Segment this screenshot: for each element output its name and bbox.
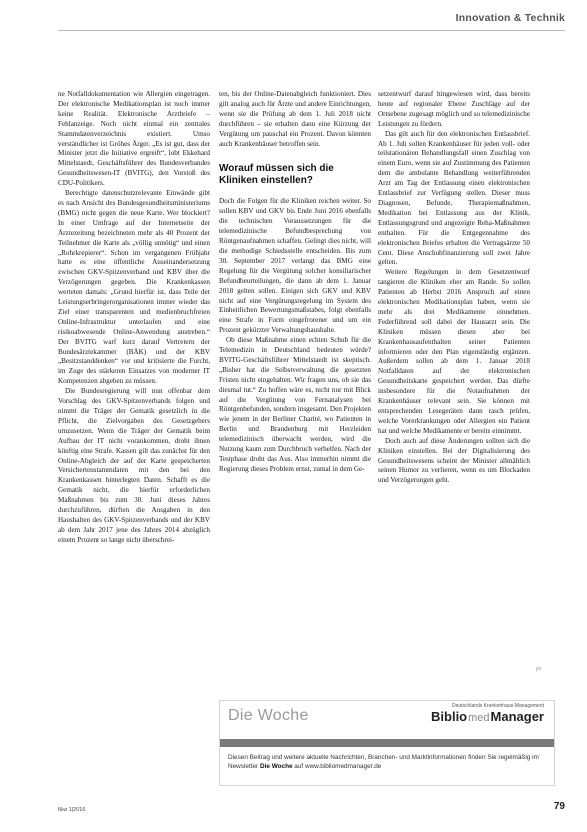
paragraph: Doch die Folgen für die Kliniken reichen weiter. So sollen KBV und GKV bis Ende Juni 2016 ebenfalls die technischen Voraussetzungen für die telemedizinische Befundbesprechung von Röntgenaufnahmen schaffen. Gelingt dies nicht, will die methodige Schiedsstelle entscheiden. Bis zum 30. September 2017 verlangt das BMG eine Regelung für die Vergütung solcher konsiliarischer Befundbeurteilungen, die dann ab dem 1. Januar 2018 gelten sollen. Einigen sich GKV und KBV nicht auf eine Vergütungsregelung im System des Einheitlichen Bewertungsmaßstabes, folgt ebenfalls eine Strafe in Form eingefrorener und um ein Prozent gekürzter Verwaltungshaushalte. bbox=[219, 197, 371, 335]
ad-text-part: Diesen Beitrag und weitere aktuelle Nachrichten, Branchen- und Marktinformationen finden Sie regelmäßig im Newsletter bbox=[228, 754, 539, 770]
logo-tagline: Deutschlands Krankenhaus-Management bbox=[452, 703, 544, 709]
article-column-3 bbox=[378, 90, 530, 486]
bibliomed-manager-logo bbox=[431, 703, 544, 724]
ad-text-part: auf www.bibliomedmanager.de bbox=[292, 763, 382, 770]
article-column-2 bbox=[219, 90, 371, 475]
paragraph: setzentwurf darauf hingewiesen wird, dass bereits heute auf regionaler Ebene Zuschläge auf der Ortsebene zugesagt möglich und so telemedizinische Leistungen zu fördern. bbox=[378, 90, 530, 128]
header-rule bbox=[58, 30, 565, 31]
paragraph: Doch auch auf diese Änderungen sollten sich die Kliniken einstellen. Bei der Digitalisierung des Gesundheitswesens scheint der Minister allmählich seinen Humor zu verlieren, wenn es um Blockaden und Verzögerungen geht. bbox=[378, 436, 530, 485]
ad-text bbox=[228, 753, 546, 771]
ad-title: Die Woche bbox=[228, 707, 309, 724]
newsletter-ad-box[interactable] bbox=[219, 700, 555, 786]
paragraph: Berechtigte datenschutzrelevante Einwände gibt es nach Ansicht des Bundesgesundheitsministeriums (BMG) nicht gegen die neue Karte. Wer blockiert? In einer Umfrage auf der Internetseite der Ärztezeitung bezeichneten mehr als 40 Prozent der Teilnehmer die Karte als „völlig unnötig“ und einen „Rohrkrepierer“. Schon im vergangenen Frühjahr hatte es eine öffentliche Auseinandersetzung zwischen GKV-Spitzenverband und KBV über die Verzögerungen gegeben. Die Krankenkassen werteten damals: „Grund hierfür ist, dass Teile der Leistungserbringerorganisationen immer wieder das Ziel einer transparenten und medienbruchfreien Online-Infrastruktur unterlaufen und eine risikoabwesende Online-Anwendung anstreben.“ Der BVITG warf kurz darauf Vertretern der Bundesärztekammer (BÄK) und der KBV „Besitzstanddenken“ vor und kritisierte die Furcht, im Zuge des stärkeren Einsatzes von moderner IT Kompetenzen abgeben zu müssen. bbox=[58, 189, 210, 386]
ad-band bbox=[220, 739, 554, 747]
subheading: Worauf müssen sich die Kliniken einstellen? bbox=[219, 163, 334, 187]
paragraph: Die Bundesregierung will nun offenbar dem Vorschlag des GKV-Spitzenverbands folgen und nimmt die Träger der Gematik gesetzlich in die Pflicht, die Zielvorgaben des Gesetzgebers umzusetzen. Wenn die Träger der Gematik beim Aufbau der IT nicht vorankommen, droht ihnen künftig eine Strafe. Kassen gilt das zunächst für den Online-Abgleich der auf der Karte gespeicherten Versichertenstammdaten mit den bei den Krankenkassen hinterlegten Daten. Schafft es die Gematik nicht, die hierfür erforderlichen Maßnahmen bis zum 30. Juni dieses Jahres durchzuführen, dürften die Ausgaben in den Haushalten des GKV-Spitzenverbands und der KBV ab dem Jahr 2017 jene des Jahres 2014 abzüglich einem Prozent so lange nicht überschrei- bbox=[58, 387, 210, 544]
logo-part: Biblio bbox=[431, 709, 468, 724]
paragraph: Ob diese Maßnahme einen echten Schub für die Telemedizin in Deutschland bedeuten würde? BVITG-Geschäftsführer Mittelstaedt ist skeptisch. „Bisher hat die Selbstverwaltung die gesetzten Fristen nicht eingehalten. Wir fragen uns, ob sie das diesmal tut.“ Zu hoffen wäre es, nicht nur mit Blick auf die Vergütung von Fernanalysen bei Röntgenbefunden, sondern insgesamt. Den Projekten wie jenem in der Berliner Charité, wo Patienten in Berlin und Brandenburg mit Herzleiden telemedizinisch überwacht werden, wird die Nutzung kaum zum Durchbruch verhelfen. Nach der Testphase droht das Aus. Also immerhin nimmt die Regierung dieses Problem ernst, zumal in dem Ge- bbox=[219, 336, 371, 473]
ad-text-bold: Die Woche bbox=[259, 763, 293, 770]
paragraph: Weitere Regelungen in dem Gesetzentwurf tangieren die Kliniken eher am Rande. So sollen Patienten ab Herbst 2016 Anspruch auf einen elektronischen Medikationsplan haben, wenn sie mehr als drei Medikamente einnehmen. Federführend soll dabei der Hausarzt sein. Die Kliniken müssen diesen aber bei Krankenhausaufenthalten seiner Patienten informieren oder den Plan eigenständig ergänzen. Außerdem sollen ab dem 1. Januar 2018 Notfalldaten auf der elektronischen Gesundheitskarte gespeichert werden. Das dürfte insbesondere für die Notaufnahmen der Krankenhäuser relevant sein. Sie können mit entsprechenden Lesegeräten dann rasch prüfen, welche Vorerkrankungen oder Allergien ein Patient hat und welche Medikamente er bereits einnimmt. bbox=[378, 268, 530, 435]
paragraph: ten, bis der Online-Datenabgleich funktioniert. Dies gilt analog auch für Ärzte und andere Einrichtungen, wenn sie die Prüfung ab dem 1. Juli 2018 nicht durchführen – sie erhalten dann eine Kürzung der Vergütung um pauschal ein Prozent. Davon könnten auch Krankenhäuser betroffen sein. bbox=[219, 90, 371, 148]
paragraph: ne Notfalldokumentation wie Allergien eingetragen. Der elektronische Medikationsplan ist noch immer keine Realität. Elektronische Arztbriefe – Fehlanzeige. Noch nicht einmal ein zentrales Stammdatenverzeichnis existiert. Umso verständlicher ist Gröhes Ärger. „Es ist gut, dass der Minister jetzt die Initiative ergreift“, lobt Ekkehard Mittelstaedt, Geschäftsführer des Bundesverbandes Gesundheitswesen-IT (BVITG), den Vorstoß des CDU-Politikers. bbox=[58, 90, 210, 188]
author-initials: ps bbox=[536, 666, 542, 672]
article-column-1 bbox=[58, 90, 210, 546]
page-number: 79 bbox=[553, 801, 565, 812]
logo-part: med bbox=[468, 712, 490, 724]
section-header: Innovation & Technik bbox=[455, 12, 565, 24]
logo-part: Manager bbox=[490, 709, 544, 724]
paragraph: Das gilt auch für den elektronischen Entlassbrief. Ab 1. Juli sollen Krankenhäuser für jeden voll- oder teilstationären Behandlungsfall einen Zuschlag von einem Euro, wenn sie auf Zustimmung des Patienten dem die ambulante Behandlung weiterführenden Arzt am Tag der Entlassung einen elektronischen Entlassbrief zur Verfügung stellen. Dieser muss Diagnosen, Befunde, Therapiemaßnahmen, Medikation bei Entlassung aus der Klinik, Entlassungsgrund und angezeigte Reha-Maßnahmen enthalten. Für die Entgegennahme des elektronischen Briefes erhalten die Vertragsärzte 50 Cent. Diese Anschubfinanzierung soll zwei Jahre gelten. bbox=[378, 129, 530, 267]
issue-label: f&w 1|2016 bbox=[58, 807, 86, 813]
